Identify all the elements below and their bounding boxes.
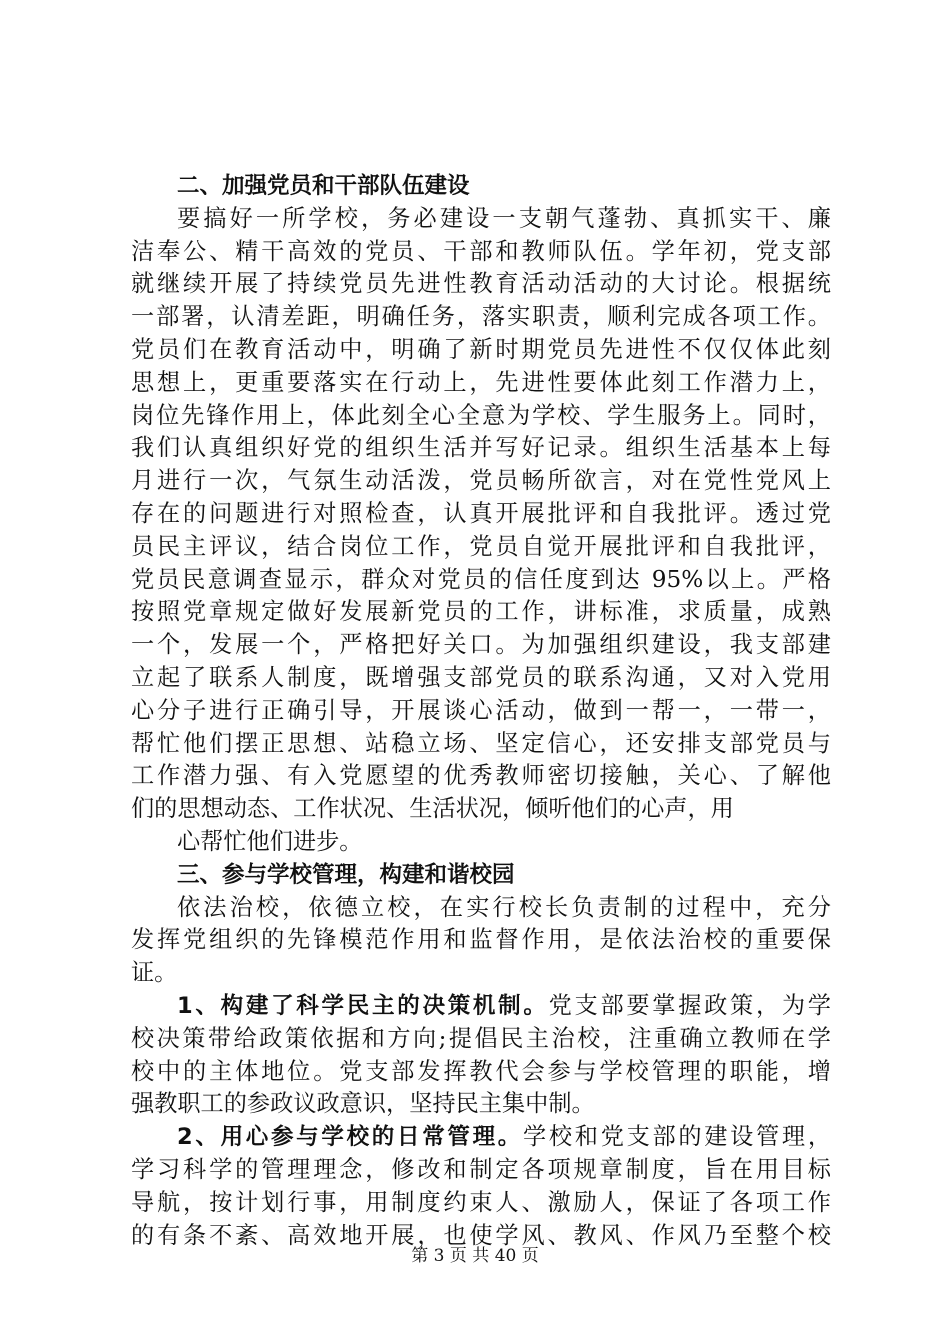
paragraph-line: 帮忙他们摆正思想、站稳立场、坚定信心，还安排支部党员与 [131,729,831,757]
paragraph-line-text: 学校和党支部的建设管理， [523,1123,832,1151]
paragraph-line: 强教职工的参政议政意识，坚持民主集中制。 [131,1090,595,1118]
paragraph-line: 员民主评议，结合岗位工作，党员自觉开展批评和自我批评， [131,532,831,560]
paragraph-line: 党员们在教育活动中，明确了新时期党员先进性不仅仅体此刻 [131,335,831,363]
paragraph-line: 岗位先锋作用上，体此刻全心全意为学校、学生服务上。同时， [131,401,831,429]
paragraph-line: 学习科学的管理理念，修改和制定各项规章制度，旨在用目标 [131,1155,831,1183]
paragraph-lead-title: 2、用心参与学校的日常管理。 [177,1124,524,1151]
document-body [131,170,831,1252]
paragraph-line [131,1121,831,1154]
paragraph-line: 按照党章规定做好发展新党员的工作，讲标准，求质量，成熟 [131,598,831,626]
paragraph-line: 一个，发展一个，严格把好关口。为加强组织建设，我支部建 [131,631,831,659]
paragraph-line: 党员民意调查显示，群众对党员的信任度到达 95%以上。严格 [131,565,831,593]
paragraph-line: 存在的问题进行对照检查，认真开展批评和自我批评。透过党 [131,499,831,527]
section-heading: 三、参与学校管理，构建和谐校园 [177,861,515,888]
paragraph-line: 依法治校，依德立校，在实行校长负责制的过程中，充分 [177,893,831,921]
paragraph-line: 的有条不紊、高效地开展，也使学风、教风、作风乃至整个校 [131,1221,831,1249]
paragraph-line: 一部署，认清差距，明确任务，落实职责，顺利完成各项工作。 [131,303,831,331]
paragraph-line: 洁奉公、精干高效的党员、干部和教师队伍。学年初，党支部 [131,237,831,265]
section-heading: 二、加强党员和干部队伍建设 [177,173,470,199]
paragraph-line: 就继续开展了持续党员先进性教育活动活动的大讨论。根据统 [131,270,831,298]
paragraph-line: 工作潜力强、有入党愿望的优秀教师密切接触，关心、了解他 [131,762,831,790]
paragraph-line: 我们认真组织好党的组织生活并写好记录。组织生活基本上每 [131,434,831,462]
paragraph-line-text: 党支部要掌握政策，为学 [548,991,831,1019]
paragraph-line: 导航，按计划行事，用制度约束人、激励人，保证了各项工作 [131,1188,831,1216]
paragraph-lead-title: 1、构建了科学民主的决策机制。 [177,992,549,1019]
paragraph-line: 要搞好一所学校，务必建设一支朝气蓬勃、真抓实干、廉 [177,204,831,232]
paragraph-line: 心帮忙他们进步。 [177,827,363,855]
paragraph-line: 校决策带给政策依据和方向;提倡民主治校，注重确立教师在学 [131,1024,831,1052]
paragraph-line: 们的思想动态、工作状况、生活状况，倾听他们的心声，用 [131,795,734,823]
paragraph-line: 发挥党组织的先锋模范作用和监督作用，是依法治校的重要保 [131,926,831,954]
page-footer: 第 3 页 共 40 页 [411,1246,539,1266]
paragraph-line [131,990,831,1023]
paragraph-line: 校中的主体地位。党支部发挥教代会参与学校管理的职能，增 [131,1057,831,1085]
paragraph-line: 证。 [131,959,178,987]
paragraph-line: 立起了联系人制度，既增强支部党员的联系沟通，又对入党用 [131,663,831,691]
paragraph-line: 月进行一次，气氛生动活泼，党员畅所欲言，对在党性党风上 [131,467,831,495]
paragraph-line: 心分子进行正确引导，开展谈心活动，做到一帮一，一带一， [131,696,831,724]
paragraph-line: 思想上，更重要落实在行动上，先进性要体此刻工作潜力上， [131,368,831,396]
